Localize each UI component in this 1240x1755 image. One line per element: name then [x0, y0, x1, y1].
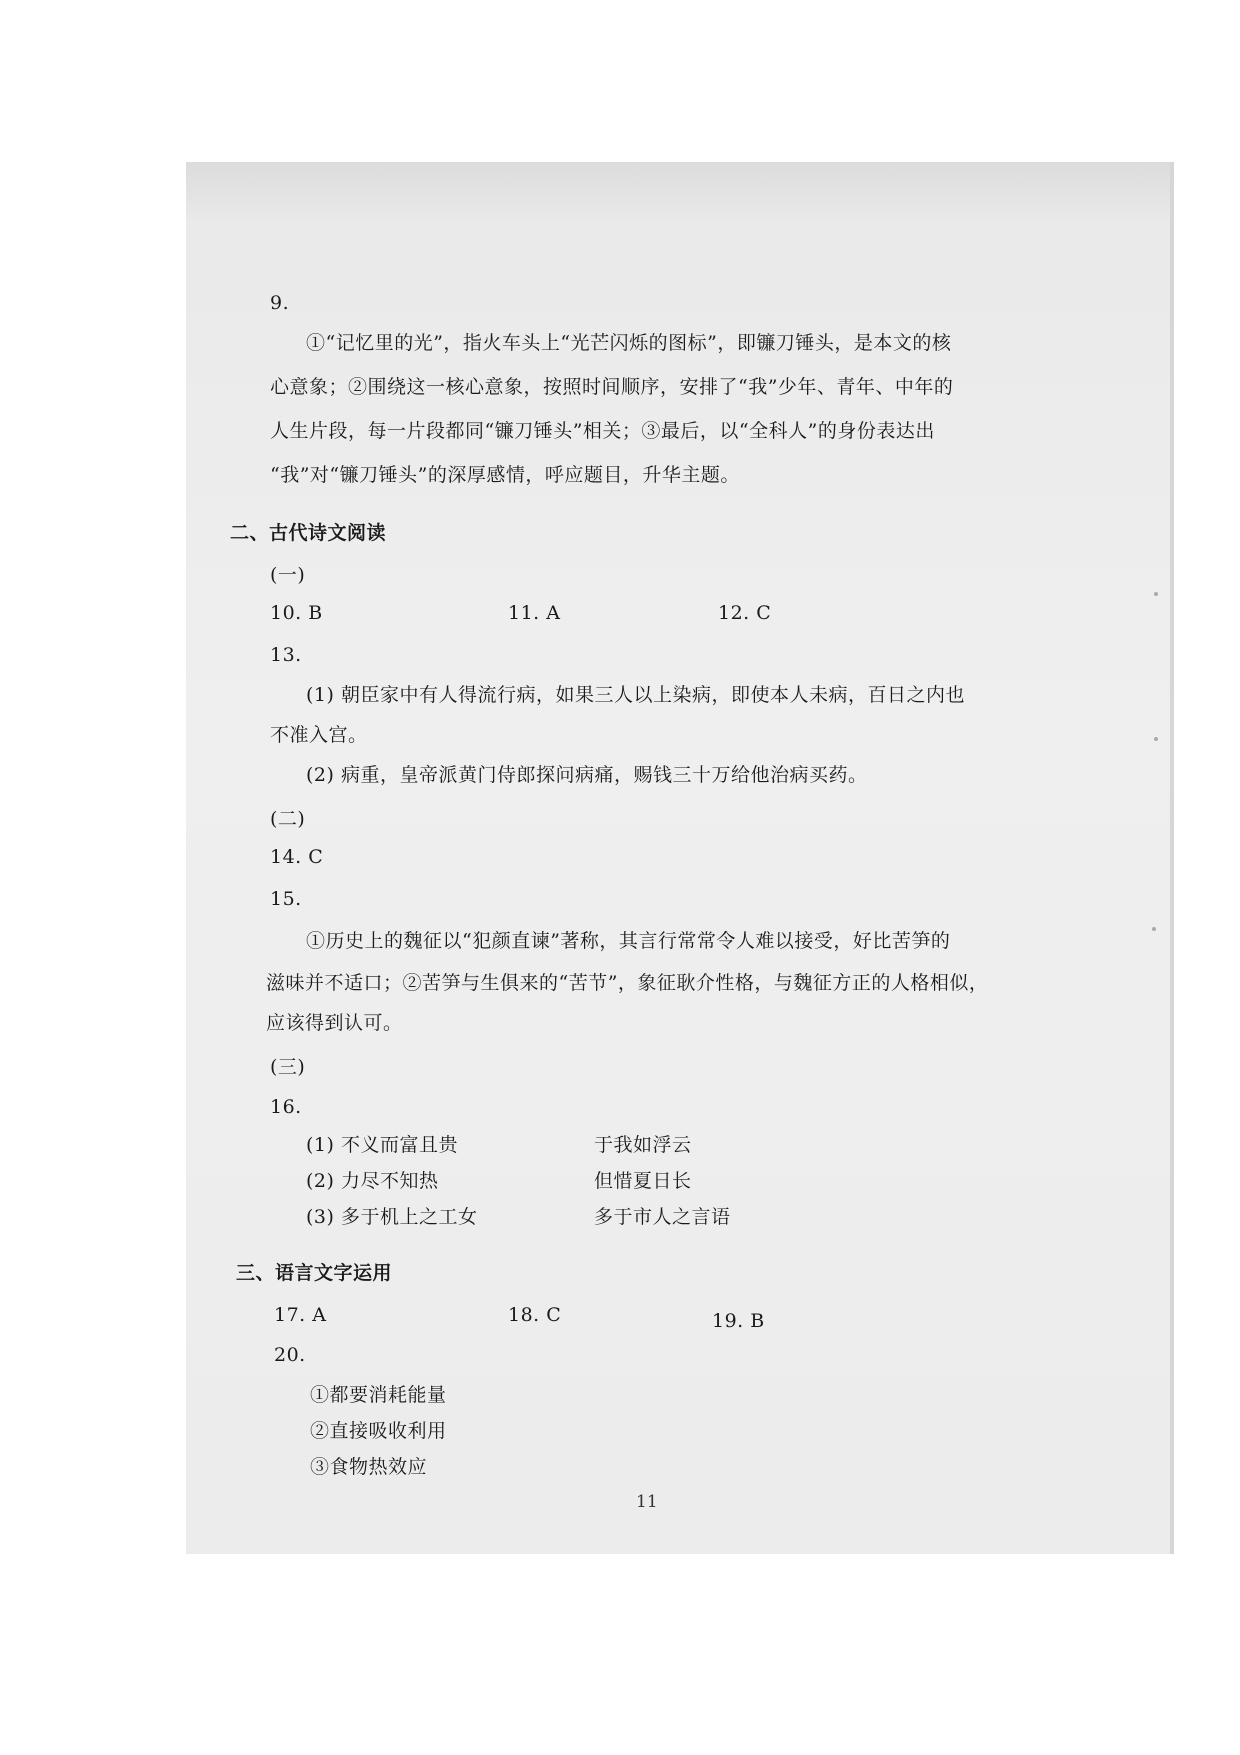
q9-line-1: ①“记忆里的光”，指火车头上“光芒闪烁的图标”，即镰刀锤头，是本文的核	[306, 332, 952, 354]
scan-speck	[1154, 592, 1158, 596]
q20-item-3: ③食物热效应	[310, 1456, 428, 1478]
section-2-part-2: (二)	[270, 808, 306, 830]
section-3-title: 三、语言文字运用	[236, 1262, 393, 1284]
answer-19: 19. B	[712, 1310, 765, 1332]
page-shadow	[186, 162, 1174, 222]
answer-17: 17. A	[274, 1304, 327, 1326]
answer-12: 12. C	[718, 602, 772, 624]
q16-row-1-a: (1) 不义而富且贵	[306, 1134, 458, 1156]
q15-line-1: ①历史上的魏征以“犯颜直谏”著称，其言行常常令人难以接受，好比苦笋的	[306, 930, 951, 952]
answer-18: 18. C	[508, 1304, 562, 1326]
q20-number: 20.	[274, 1344, 306, 1366]
answer-10: 10. B	[270, 602, 323, 624]
q16-row-1-b: 于我如浮云	[594, 1134, 692, 1156]
scan-speck	[1154, 737, 1158, 741]
scan-speck	[1152, 927, 1156, 931]
q9-line-4: “我”对“镰刀锤头”的深厚感情，呼应题目，升华主题。	[270, 464, 740, 486]
page-edge	[1170, 162, 1174, 1554]
q9-number: 9.	[270, 292, 290, 314]
q16-row-3-a: (3) 多于机上之工女	[306, 1206, 478, 1228]
q13-1-line-1: (1) 朝臣家中有人得流行病，如果三人以上染病，即使本人未病，百日之内也	[306, 684, 965, 706]
scanned-page	[186, 162, 1174, 1554]
q16-row-3-b: 多于市人之言语	[594, 1206, 731, 1228]
q9-line-3: 人生片段，每一片段都同“镰刀锤头”相关；③最后，以“全科人”的身份表达出	[270, 420, 935, 442]
q20-item-2: ②直接吸收利用	[310, 1420, 447, 1442]
q15-line-3: 应该得到认可。	[266, 1012, 403, 1034]
q13-2: (2) 病重，皇帝派黄门侍郎探问病痛，赐钱三十万给他治病买药。	[306, 764, 868, 786]
q15-line-2: 滋味并不适口；②苦笋与生俱来的“苦节”，象征耿介性格，与魏征方正的人格相似，	[266, 972, 989, 994]
q16-row-2-b: 但惜夏日长	[594, 1170, 692, 1192]
q13-number: 13.	[270, 644, 302, 666]
section-2-part-3: (三)	[270, 1056, 306, 1078]
q15-number: 15.	[270, 888, 302, 910]
section-2-title: 二、古代诗文阅读	[230, 522, 387, 544]
section-2-part-1: (一)	[270, 564, 306, 586]
q13-1-line-2: 不准入宫。	[270, 724, 368, 746]
q16-row-2-a: (2) 力尽不知热	[306, 1170, 439, 1192]
answer-11: 11. A	[508, 602, 561, 624]
answer-14: 14. C	[270, 846, 324, 868]
q20-item-1: ①都要消耗能量	[310, 1384, 447, 1406]
q16-number: 16.	[270, 1096, 302, 1118]
page-number: 11	[636, 1492, 658, 1512]
q9-line-2: 心意象；②围绕这一核心意象，按照时间顺序，安排了“我”少年、青年、中年的	[270, 376, 954, 398]
